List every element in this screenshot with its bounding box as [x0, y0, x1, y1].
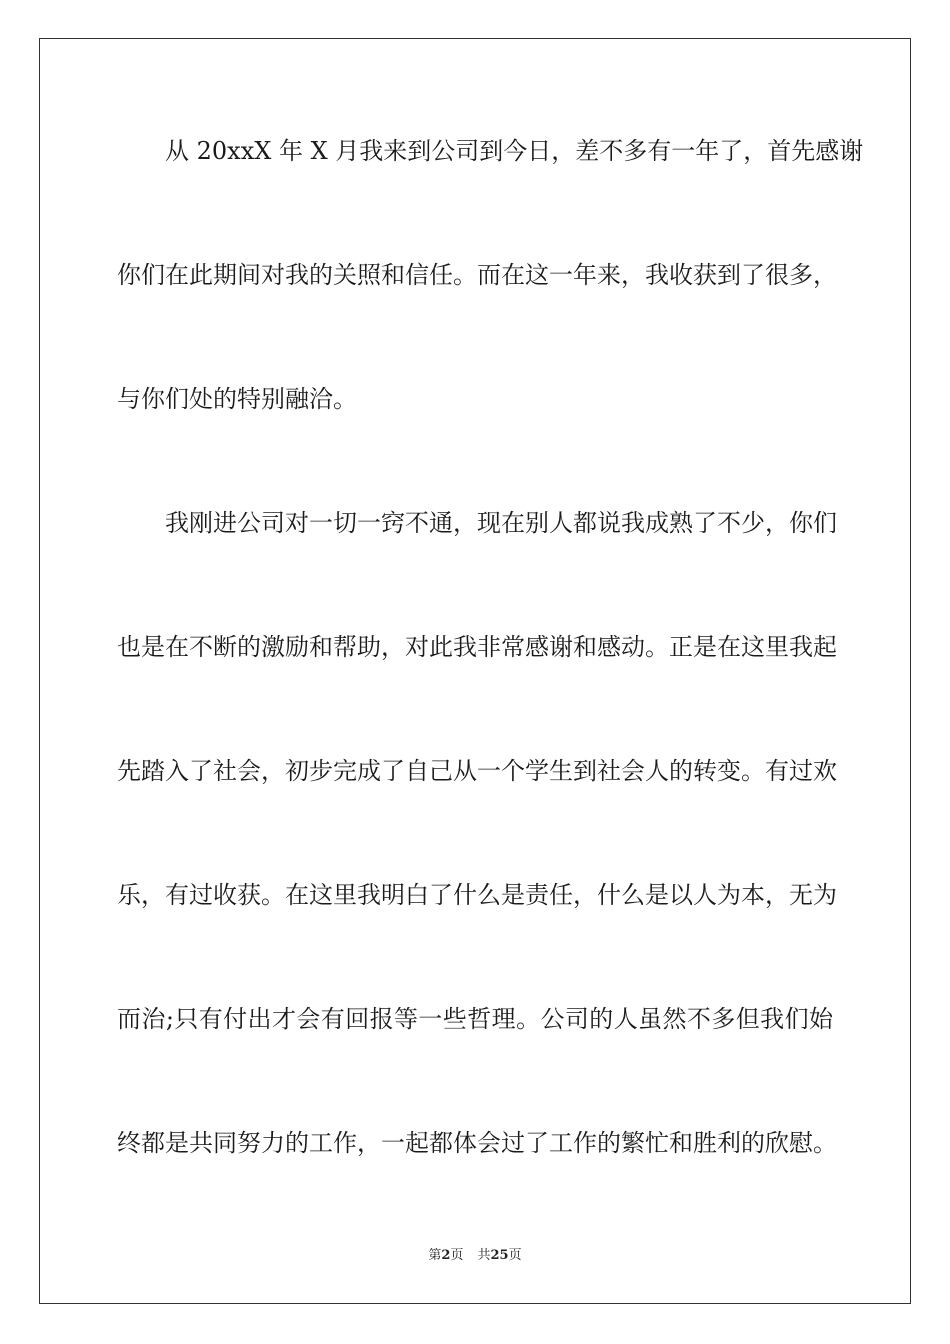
page-suffix: 页 [450, 1248, 464, 1263]
page-border [39, 38, 911, 1304]
paragraph-2-line-2: 也是在不断的激励和帮助，对此我非常感谢和感动。正是在这里我起 [117, 633, 837, 661]
page-footer [0, 1248, 950, 1264]
paragraph-1-line-2: 你们在此期间对我的关照和信任。而在这一年来，我收获到了很多， [117, 261, 837, 289]
total-suffix: 页 [508, 1248, 522, 1263]
paragraph-1-line-3: 与你们处的特别融洽。 [117, 385, 357, 413]
paragraph-2-line-6: 终都是共同努力的工作，一起都体会过了工作的繁忙和胜利的欣慰。 [117, 1129, 837, 1157]
total-prefix: 共 [477, 1248, 491, 1263]
total-pages: 25 [490, 1248, 509, 1263]
page-prefix: 第 [428, 1248, 442, 1263]
page-number: 2 [441, 1248, 451, 1263]
paragraph-1-line-1: 从 20xxX 年 X 月我来到公司到今日，差不多有一年了，首先感谢 [165, 137, 864, 165]
paragraph-2-line-4: 乐，有过收获。在这里我明白了什么是责任，什么是以人为本，无为 [117, 881, 837, 909]
paragraph-2-line-1: 我刚进公司对一切一窍不通，现在别人都说我成熟了不少，你们 [165, 509, 837, 537]
paragraph-2-line-3: 先踏入了社会，初步完成了自己从一个学生到社会人的转变。有过欢 [117, 757, 837, 785]
paragraph-2-line-5: 而治;只有付出才会有回报等一些哲理。公司的人虽然不多但我们始 [117, 1005, 833, 1033]
